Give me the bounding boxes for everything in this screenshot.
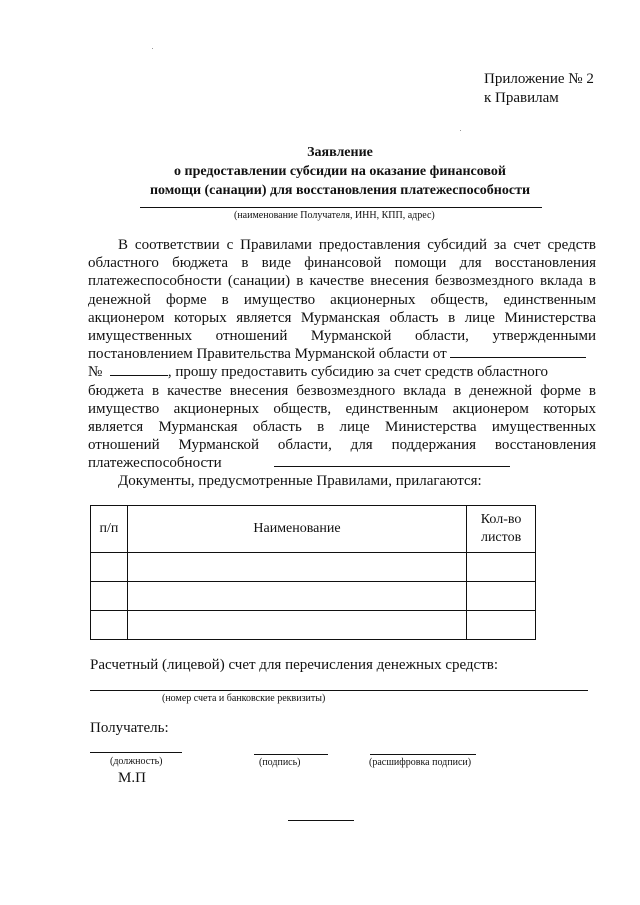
body-line: бюджета в качестве внесения безвозмездного вклада в денежной форме в (88, 382, 596, 399)
row-number-cell[interactable] (91, 611, 128, 640)
position-caption: (должность) (110, 756, 163, 767)
body-line: областного бюджета в виде финансовой помощи для восстановления (88, 255, 596, 272)
signature-caption: (подпись) (259, 757, 301, 768)
document-title (0, 143, 640, 200)
stamp-place: М.П (118, 770, 146, 786)
signature-decode-line[interactable] (370, 754, 476, 755)
body-line: акционером которых является Мурманская область в лице Министерства (88, 309, 596, 326)
resolution-date-field[interactable] (450, 345, 586, 358)
account-label: Расчетный (лицевой) счет для перечисления денежных средств: (90, 657, 499, 673)
title-line-1: Заявление (307, 145, 373, 160)
scan-speck (460, 130, 461, 131)
body-line: постановлением Правительства Мурманской области от (88, 346, 447, 363)
row-count-cell[interactable] (467, 582, 536, 611)
recipient-label: Получатель: (90, 720, 169, 736)
purpose-field[interactable] (274, 454, 510, 467)
header-number: п/п (91, 506, 128, 553)
account-details-line[interactable] (90, 690, 588, 691)
header-count-line-2: листов (480, 530, 522, 545)
row-name-cell[interactable] (127, 553, 466, 582)
title-line-3: помощи (санации) для восстановления платежеспособности (149, 183, 531, 198)
row-count-cell[interactable] (467, 553, 536, 582)
row-count-cell[interactable] (467, 611, 536, 640)
position-line[interactable] (90, 752, 182, 753)
header-count-line-1: Кол-во (480, 512, 522, 527)
table-row (91, 582, 536, 611)
signature-line[interactable] (254, 754, 328, 755)
application-body (88, 236, 596, 473)
body-line: платежеспособности (88, 455, 222, 472)
body-line: имущество акционерных обществ, единственным акционером которых (88, 400, 596, 417)
body-line: является Мурманская область в лице Министерства имущественных (88, 419, 596, 436)
documents-intro: Документы, предусмотренные Правилами, прилагаются: (118, 473, 482, 489)
row-name-cell[interactable] (127, 582, 466, 611)
body-line: имущественных отношений Мурманской области, утвержденными (88, 328, 596, 345)
table-header-row (91, 506, 536, 553)
body-line: платежеспособности (санации) в качестве внесения безвозмездного вклада в (88, 273, 596, 290)
row-name-cell[interactable] (127, 611, 466, 640)
body-line-date (88, 345, 596, 363)
signature-decode-caption: (расшифровка подписи) (369, 757, 472, 768)
row-number-cell[interactable] (91, 582, 128, 611)
header-name: Наименование (127, 506, 466, 553)
table-row (91, 553, 536, 582)
title-line-2: о предоставлении субсидии на оказание финансовой (174, 164, 506, 179)
body-line: денежной форме в имущество акционерных обществ, единственным (88, 291, 596, 308)
appendix-reference (484, 70, 594, 108)
header-sheet-count (467, 506, 536, 553)
scan-speck (152, 48, 153, 49)
documents-table (90, 505, 536, 640)
account-caption: (номер счета и банковские реквизиты) (162, 693, 326, 704)
body-line: № (88, 364, 103, 381)
body-line: В соответствии с Правилами предоставления субсидий за счет средств (118, 237, 596, 253)
end-separator-line (288, 820, 354, 821)
body-line: , прошу предоставить субсидию за счет средств областного (167, 364, 549, 381)
recipient-caption: (наименование Получателя, ИНН, КПП, адрес) (234, 210, 435, 221)
table-row (91, 611, 536, 640)
recipient-name-line[interactable] (140, 207, 542, 208)
resolution-number-field[interactable] (110, 363, 168, 376)
appendix-rules: к Правилам (484, 90, 559, 106)
body-line: отношений Мурманской области, для поддержания восстановления (88, 437, 596, 454)
body-line-number (88, 363, 596, 381)
row-number-cell[interactable] (91, 553, 128, 582)
appendix-number: Приложение № 2 (484, 71, 594, 87)
body-line-purpose (88, 454, 596, 472)
